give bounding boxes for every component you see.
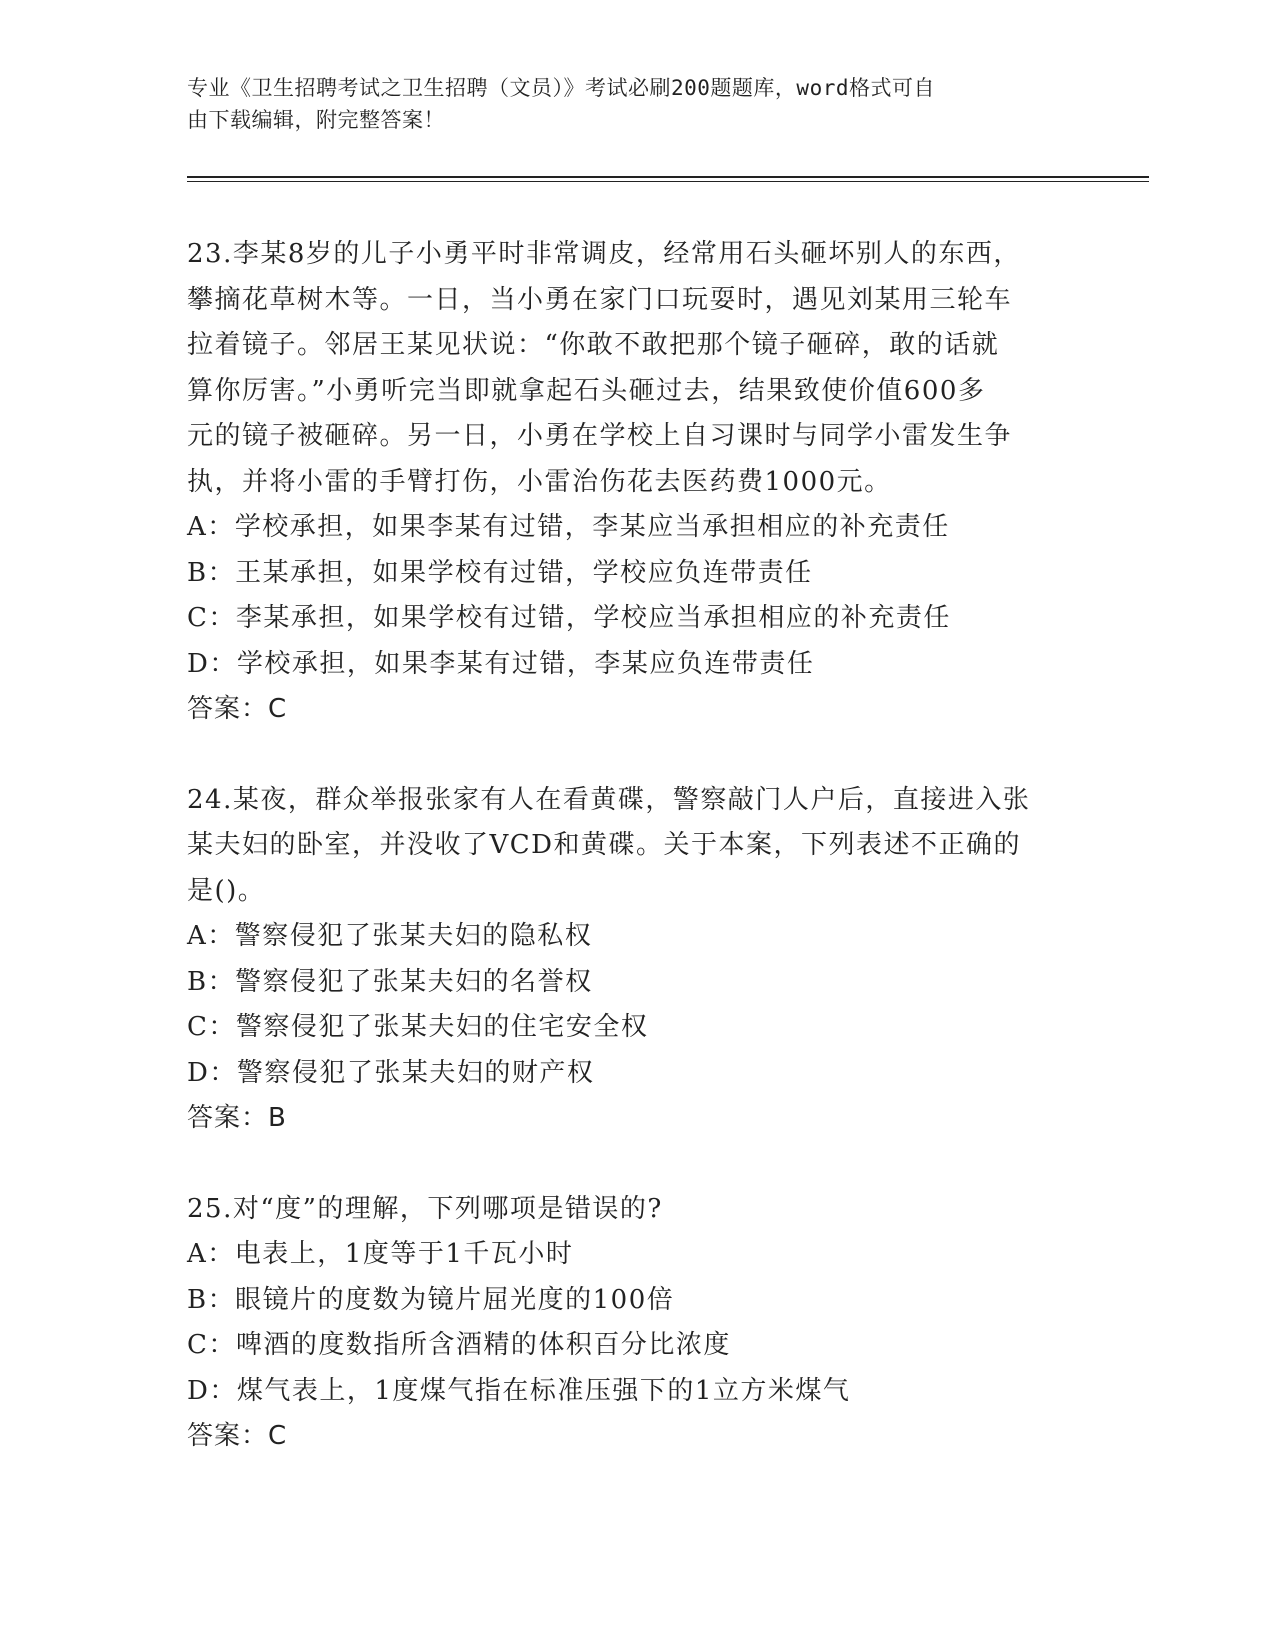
option-c: C：李某承担，如果学校有过错，学校应当承担相应的补充责任	[187, 603, 951, 633]
option-a: A：学校承担，如果李某有过错，李某应当承担相应的补充责任	[187, 512, 950, 542]
question-25	[187, 1187, 1087, 1460]
question-list	[187, 232, 1087, 1505]
answer-line: 答案：B	[187, 1103, 287, 1133]
option-d: D：学校承担，如果李某有过错，李某应负连带责任	[187, 648, 815, 679]
answer-line: 答案：C	[187, 694, 288, 724]
question-stem-line: 是()。	[187, 875, 266, 906]
question-stem-line: 攀摘花草树木等。一日，当小勇在家门口玩耍时，遇见刘某用三轮车	[187, 284, 1013, 315]
answer-line: 答案：C	[187, 1421, 288, 1451]
option-d: D：煤气表上，1度煤气指在标准压强下的1立方米煤气	[187, 1375, 851, 1406]
question-stem-line: 元的镜子被砸碎。另一日，小勇在学校上自习课时与同学小雷发生争	[187, 421, 1013, 451]
header-divider-thick	[187, 176, 1149, 178]
document-header	[187, 72, 1067, 136]
option-a: A：电表上，1度等于1千瓦小时	[187, 1239, 574, 1269]
header-line-1: 专业《卫生招聘考试之卫生招聘（文员）》考试必刷200题题库，word格式可自	[187, 76, 935, 100]
header-line-2: 由下载编辑，附完整答案！	[187, 108, 445, 132]
question-23	[187, 232, 1087, 733]
question-stem-line: 执，并将小雷的手臂打伤，小雷治伤花去医药费1000元。	[187, 466, 892, 497]
question-stem-line: 拉着镜子。邻居王某见状说：“你敢不敢把那个镜子砸碎，敢的话就	[187, 330, 1000, 360]
option-b: B：王某承担，如果学校有过错，学校应负连带责任	[187, 557, 813, 588]
question-stem-line: 25.对“度”的理解，下列哪项是错误的?	[187, 1193, 663, 1224]
question-stem-line: 算你厉害。”小勇听完当即就拿起石头砸过去，结果致使价值600多	[187, 375, 986, 406]
option-b: B：眼镜片的度数为镜片屈光度的100倍	[187, 1284, 675, 1315]
question-24	[187, 778, 1087, 1142]
question-stem-line: 某夫妇的卧室，并没收了VCD和黄碟。关于本案，下列表述不正确的	[187, 830, 1022, 860]
option-b: B：警察侵犯了张某夫妇的名誉权	[187, 966, 593, 997]
question-stem-line: 23.李某8岁的儿子小勇平时非常调皮，经常用石头砸坏别人的东西，	[187, 239, 1021, 269]
option-c: C：警察侵犯了张某夫妇的住宅安全权	[187, 1012, 649, 1042]
option-a: A：警察侵犯了张某夫妇的隐私权	[187, 921, 593, 951]
option-c: C：啤酒的度数指所含酒精的体积百分比浓度	[187, 1330, 731, 1360]
option-d: D：警察侵犯了张某夫妇的财产权	[187, 1057, 595, 1088]
question-stem-line: 24.某夜，群众举报张家有人在看黄碟，警察敲门人户后，直接进入张	[187, 784, 1031, 815]
header-divider-thin	[187, 181, 1149, 182]
